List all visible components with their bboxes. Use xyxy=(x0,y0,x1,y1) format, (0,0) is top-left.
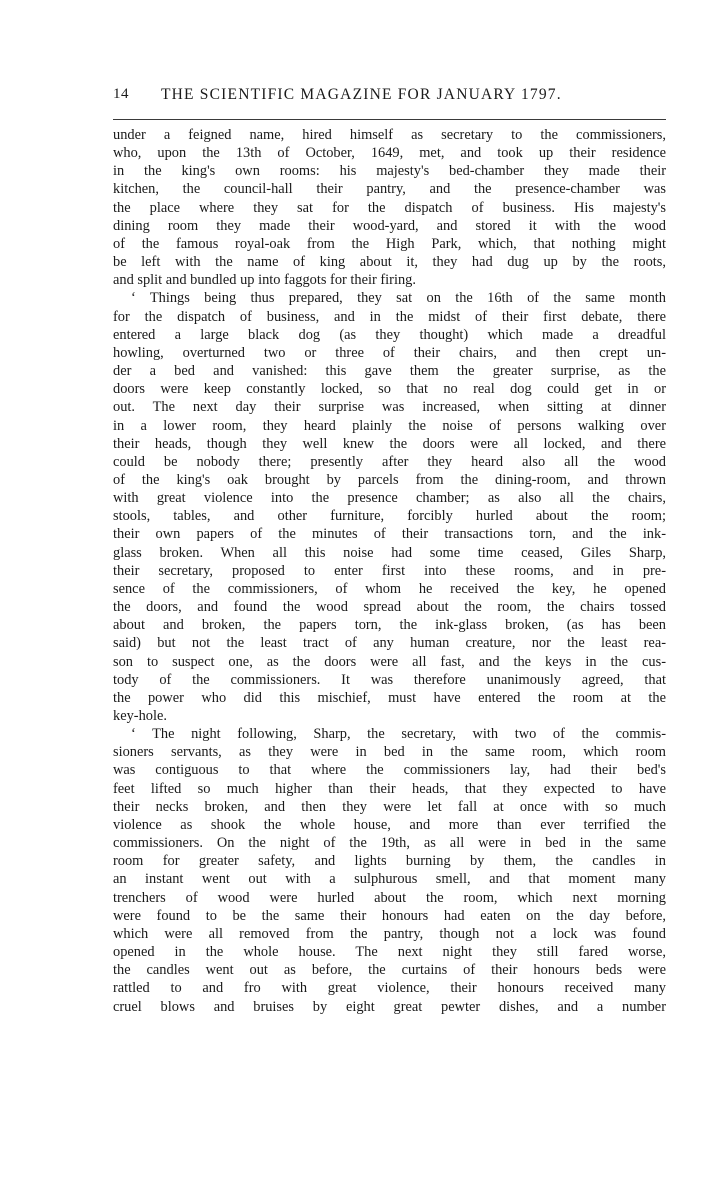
text-line: the candles went out as before, the curtains of their honours beds were xyxy=(113,962,666,979)
text-line: howling, overturned two or three of their chairs, and then crept un- xyxy=(113,344,666,361)
text-line: ‘ The night following, Sharp, the secretary, with two of the commis- xyxy=(131,726,666,743)
text-line: sence of the commissioners, of whom he received the key, he opened xyxy=(113,580,666,597)
text-line: der a bed and vanished: this gave them the greater surprise, as the xyxy=(113,363,666,380)
text-line: glass broken. When all this noise had some time ceased, Giles Sharp, xyxy=(113,544,666,561)
text-line: in a lower room, they heard plainly the noise of persons walking over xyxy=(113,417,666,434)
text-line: were found to be the same their honours had eaten on the day before, xyxy=(113,907,666,924)
text-line: the power who did this mischief, must have entered the room at the xyxy=(113,689,666,706)
text-line: out. The next day their surprise was increased, when sitting at dinner xyxy=(113,399,666,416)
text-line: of the king's oak brought by parcels from the dining-room, and thrown xyxy=(113,471,666,488)
text-line: trenchers of wood were hurled about the room, which next morning xyxy=(113,889,666,906)
text-line: be left with the name of king about it, they had dug up by the roots, xyxy=(113,254,666,271)
text-line: in the king's own rooms: his majesty's bed-chamber they made their xyxy=(113,163,666,180)
text-line: of the famous royal-oak from the High Park, which, that nothing might xyxy=(113,235,666,252)
text-line: opened in the whole house. The next night they still fared worse, xyxy=(113,944,666,961)
text-line: with great violence into the presence chamber; as also all the chairs, xyxy=(113,490,666,507)
text-line: tody of the commissioners. It was therefore unanimously agreed, that xyxy=(113,671,666,688)
text-line: ‘ Things being thus prepared, they sat on the 16th of the same month xyxy=(131,290,666,307)
text-line: their secretary, proposed to enter first into these rooms, and in pre- xyxy=(113,562,666,579)
text-line: son to suspect one, as the doors were all fast, and the keys in the cus- xyxy=(113,653,666,670)
text-line: feet lifted so much higher than their heads, that they expected to have xyxy=(113,780,666,797)
text-line: was contiguous to that where the commissioners lay, had their bed's xyxy=(113,762,666,779)
text-line: for the dispatch of business, and in the midst of their first debate, there xyxy=(113,308,666,325)
page-number: 14 xyxy=(113,86,129,102)
text-line: sioners servants, as they were in bed in the same room, which room xyxy=(113,744,666,761)
body-text xyxy=(113,126,666,1016)
text-line: violence as shook the whole house, and more than ever terrified the xyxy=(113,816,666,833)
text-line: the place where they sat for the dispatch of business. His majesty's xyxy=(113,199,666,216)
text-line: who, upon the 13th of October, 1649, met, and took up their residence xyxy=(113,145,666,162)
text-line: said) but not the least tract of any human creature, nor the least rea- xyxy=(113,635,666,652)
text-line: the doors, and found the wood spread about the room, the chairs tossed xyxy=(113,599,666,616)
text-line: cruel blows and bruises by eight great pewter dishes, and a number xyxy=(113,998,666,1015)
text-line: and split and bundled up into faggots for their firing. xyxy=(113,272,416,289)
text-line: which were all removed from the pantry, though not a lock was found xyxy=(113,925,666,942)
text-line: rattled to and fro with great violence, their honours received many xyxy=(113,980,666,997)
text-line: room for greater safety, and lights burning by them, the candles in xyxy=(113,853,666,870)
text-line: an instant went out with a sulphurous smell, and that moment many xyxy=(113,871,666,888)
text-line: kitchen, the council-hall their pantry, and the presence-chamber was xyxy=(113,181,666,198)
text-line: dining room they made their wood-yard, and stored it with the wood xyxy=(113,217,666,234)
page-header xyxy=(113,86,673,110)
text-line: could be nobody there; presently after they heard also all the wood xyxy=(113,453,666,470)
text-line: their own papers of the minutes of their transactions torn, and the ink- xyxy=(113,526,666,543)
text-line: about and broken, the papers torn, the ink-glass broken, (as has been xyxy=(113,617,666,634)
text-line: their heads, though they well knew the doors were all locked, and there xyxy=(113,435,666,452)
text-line: their necks broken, and then they were let fall at once with so much xyxy=(113,798,666,815)
text-line: doors were keep constantly locked, so that no real dog could get in or xyxy=(113,381,666,398)
header-rule xyxy=(113,119,666,120)
text-line: entered a large black dog (as they thought) which made a dreadful xyxy=(113,326,666,343)
text-line: stools, tables, and other furniture, forcibly hurled about the room; xyxy=(113,508,666,525)
running-title: THE SCIENTIFIC MAGAZINE FOR JANUARY 1797. xyxy=(161,86,562,103)
text-line: key-hole. xyxy=(113,708,167,724)
text-line: under a feigned name, hired himself as secretary to the commissioners, xyxy=(113,127,666,143)
text-line: commissioners. On the night of the 19th, as all were in bed in the same xyxy=(113,835,666,852)
